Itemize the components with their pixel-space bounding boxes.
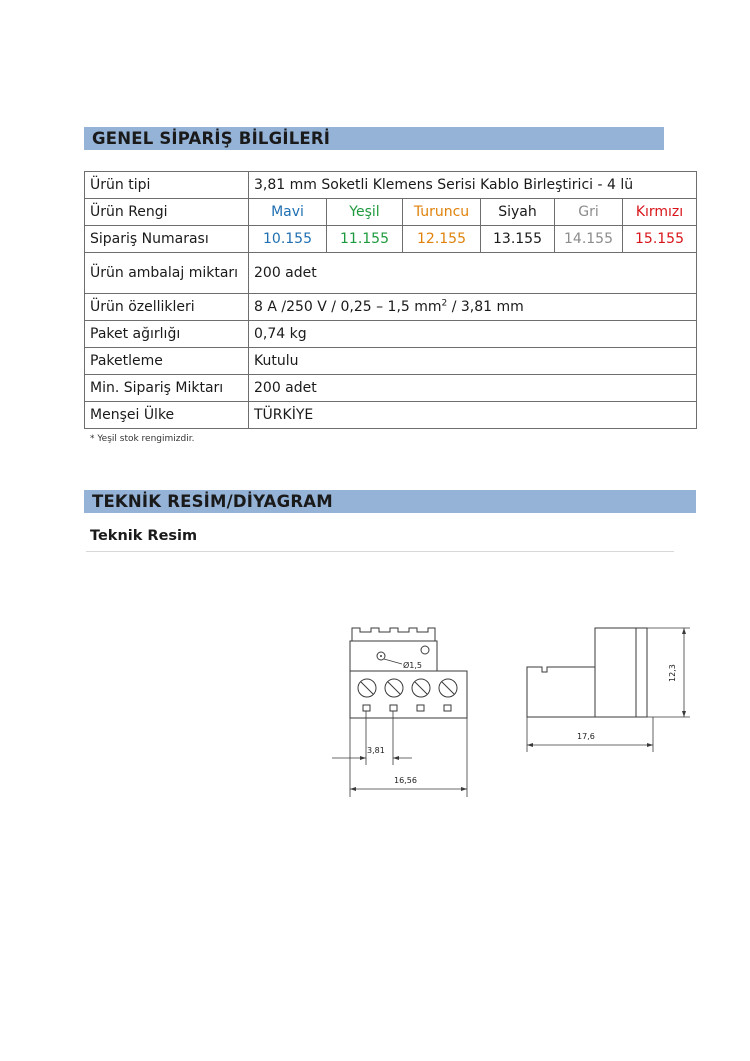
product-type-label: Ürün tipi (85, 172, 249, 199)
screw-terminals (358, 679, 457, 697)
table-row (85, 226, 697, 253)
product-type-value: 3,81 mm Soketli Klemens Serisi Kablo Birleştirici - 4 lü (249, 172, 697, 199)
technical-drawing-title: TEKNİK RESİM/DİYAGRAM (92, 492, 333, 511)
side-hole (421, 646, 429, 654)
stock-color-note: * Yeşil stok rengimizdir. (90, 434, 195, 444)
table-row (85, 348, 697, 375)
packing-label: Paketleme (85, 348, 249, 375)
front-view (332, 628, 467, 797)
wire-entry (390, 705, 397, 711)
technical-drawing (320, 615, 700, 805)
color-label: Ürün Rengi (85, 199, 249, 226)
connector-body-upper (350, 641, 437, 671)
order-number-red: 15.155 (623, 226, 697, 253)
divider (86, 551, 674, 552)
order-number-green: 11.155 (327, 226, 403, 253)
screw-slot (388, 682, 400, 694)
side-profile (527, 628, 647, 717)
order-number-gray: 14.155 (555, 226, 623, 253)
screw-slot (442, 682, 454, 694)
package-weight-label: Paket ağırlığı (85, 321, 249, 348)
screw-slot (361, 682, 373, 694)
table-row (85, 253, 697, 294)
color-gray: Gri (555, 199, 623, 226)
hole-diameter-label: Ø1,5 (403, 661, 423, 670)
screw-slot (415, 682, 427, 694)
packing-value: Kutulu (249, 348, 697, 375)
wire-entries (363, 705, 451, 711)
features-value-text: 8 A /250 V / 0,25 – 1,5 mm (254, 298, 442, 315)
wire-entry (417, 705, 424, 711)
min-order-value: 200 adet (249, 375, 697, 402)
color-black: Siyah (481, 199, 555, 226)
features-label: Ürün özellikleri (85, 294, 249, 321)
technical-subtitle: Teknik Resim (90, 528, 198, 544)
order-info-header (84, 127, 664, 150)
order-number-blue: 10.155 (249, 226, 327, 253)
height-label: 12,3 (668, 664, 677, 682)
features-value (249, 294, 697, 321)
total-width-label: 16,56 (394, 776, 417, 785)
table-row (85, 199, 697, 226)
pitch-label: 3,81 (367, 746, 385, 755)
package-weight-value: 0,74 kg (249, 321, 697, 348)
color-orange: Turuncu (403, 199, 481, 226)
order-info-table (84, 171, 697, 429)
table-row (85, 172, 697, 199)
technical-drawing-header (84, 490, 696, 513)
color-blue: Mavi (249, 199, 327, 226)
packaging-qty-label: Ürün ambalaj miktarı (85, 253, 249, 294)
origin-label: Menşei Ülke (85, 402, 249, 429)
hole-center (380, 655, 382, 657)
wire-entry (444, 705, 451, 711)
origin-value: TÜRKİYE (249, 402, 697, 429)
packaging-qty-value: 200 adet (249, 253, 697, 294)
depth-label: 17,6 (577, 732, 595, 741)
hole-leader-line (384, 659, 402, 664)
order-number-orange: 12.155 (403, 226, 481, 253)
color-red: Kırmızı (623, 199, 697, 226)
features-value-suffix: / 3,81 mm (447, 298, 524, 315)
table-row (85, 321, 697, 348)
table-row (85, 402, 697, 429)
table-row (85, 375, 697, 402)
order-number-black: 13.155 (481, 226, 555, 253)
wire-entry (363, 705, 370, 711)
features-value-superscript: 2 (441, 297, 448, 308)
connector-top-profile (352, 628, 435, 641)
side-view (527, 628, 690, 752)
table-row (85, 294, 697, 321)
min-order-label: Min. Sipariş Miktarı (85, 375, 249, 402)
order-number-label: Sipariş Numarası (85, 226, 249, 253)
order-info-title: GENEL SİPARİŞ BİLGİLERİ (92, 129, 331, 148)
color-green: Yeşil (327, 199, 403, 226)
